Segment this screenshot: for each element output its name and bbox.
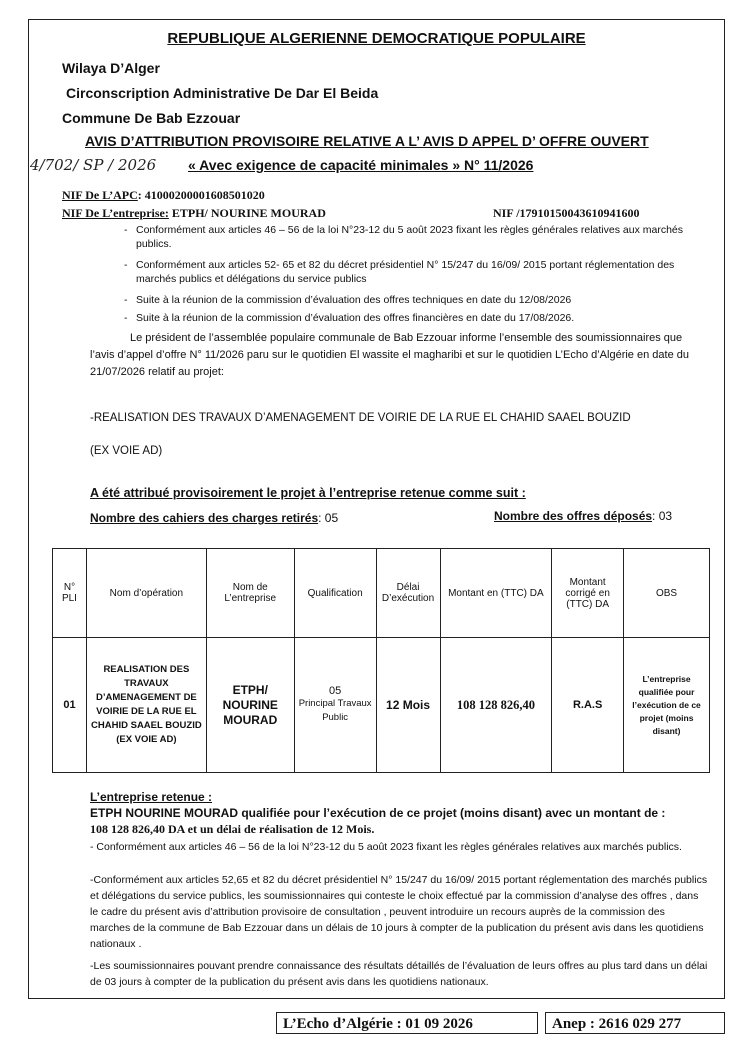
intro-paragraph: Le président de l’assemblée populaire communale de Bab Ezzouar informe l’ensemble des soumissionnaires que l’avis d’appel d’offre N° 11/2026 paru sur le quotidien El wassite el magharibi et sur le quotidien L’Echo d’Algérie en date du 21/07/2026 relatif au projet: xyxy=(90,332,689,378)
retenue-line-2: 108 128 826,40 DA et un délai de réalisation de 12 Mois. xyxy=(90,822,375,836)
retenue-paragraph-2: -Conformément aux articles 52,65 et 82 du décret présidentiel N° 15/247 du 16/09/ 2015 portant réglementation des marchés publics et délégations du service publics, les soumissionnaires qui conteste le choix effectué par la commission d’analyse des offres , dans le cadre du présent avis d’attribution provisoire de consultation , peuvent introduire un recours auprès de la commission des marches de la commune de Bab Ezzouar dans un délais de 10 jours à compter de la publication du présent avis dans les quotidiens nationaux . xyxy=(90,874,708,950)
nif-apc-label: NIF De L’APC xyxy=(62,188,138,202)
table-row xyxy=(53,638,710,773)
bullet-item: - Conformément aux articles 46 – 56 de la loi N°23-12 du 5 août 2023 fixant les règles générales relatives aux marchés publics. xyxy=(136,223,704,251)
project-title-suffix: (EX VOIE AD) xyxy=(90,445,163,457)
cell-qualification xyxy=(294,638,376,773)
cell-pli: 01 xyxy=(53,638,87,773)
cell-montant: 108 128 826,40 xyxy=(440,638,552,773)
nif-entreprise-value: ETPH/ NOURINE MOURAD xyxy=(168,206,326,220)
cell-montant-corrige: R.A.S xyxy=(552,638,624,773)
retenue-paragraph-3: -Les soumissionnaires pouvant prendre connaissance des résultats détaillés de l’évaluation de leurs offres au plus tard dans un délai de 03 jours à compter de la publication du présent avis dans les quotidiens nationaux. xyxy=(90,960,708,988)
bullet-item: - Suite à la réunion de la commission d’évaluation des offres financières en date du 17/08/2026. xyxy=(136,311,704,325)
retenue-paragraph-1: - Conformément aux articles 46 – 56 de la loi N°23-12 du 5 août 2023 fixant les règles générales relatives aux marchés publics. xyxy=(90,841,682,853)
footer-anep-box: Anep : 2616 029 277 xyxy=(545,1012,725,1034)
qualification-number: 05 xyxy=(329,685,342,697)
header-delai: Délai D’exécution xyxy=(376,549,440,638)
nif-entreprise xyxy=(62,206,326,221)
retenue-heading: L’entreprise retenue : xyxy=(90,790,213,804)
bullet-item: - Suite à la réunion de la commission d’évaluation des offres techniques en date du 12/08/2026 xyxy=(136,293,704,307)
retires-value: : 05 xyxy=(318,511,339,525)
header-montant-corrige: Montant corrigé en (TTC) DA xyxy=(552,549,624,638)
commune-line: Commune De Bab Ezzouar xyxy=(62,110,241,126)
table-header-row xyxy=(53,549,710,638)
bullet-item: - Conformément aux articles 52- 65 et 82 du décret présidentiel N° 15/247 du 16/09/ 2015 portant réglementation des marchés publics et délégations du service publics xyxy=(136,258,704,286)
retenue-line-1: ETPH NOURINE MOURAD qualifiée pour l’exécution de ce projet (moins disant) avec un montant de : xyxy=(90,806,666,820)
retires-label: Nombre des cahiers des charges retirés xyxy=(90,511,319,525)
header-operation: Nom d’opération xyxy=(86,549,206,638)
header-pli: N° PLI xyxy=(53,549,87,638)
footer-echo-box: L’Echo d’Algérie : 01 09 2026 xyxy=(276,1012,538,1034)
cell-obs: L’entreprise qualifiée pour l’exécution de ce projet (moins disant) xyxy=(624,638,710,773)
results-table xyxy=(52,548,710,773)
nif-entreprise-label: NIF De L’entreprise: xyxy=(62,206,169,220)
cell-delai: 12 Mois xyxy=(376,638,440,773)
deposes-value: : 03 xyxy=(652,509,673,523)
cell-operation: REALISATION DES TRAVAUX D’AMENAGEMENT DE VOIRIE DE LA RUE EL CHAHID SAAEL BOUZID (EX VOIE AD) xyxy=(86,638,206,773)
nif-apc-value: : 41000200001608501020 xyxy=(137,188,265,202)
circonscription-line: Circonscription Administrative De Dar El Beida xyxy=(66,85,379,101)
header-entreprise: Nom de L’entreprise xyxy=(206,549,294,638)
republic-heading: REPUBLIQUE ALGERIENNE DEMOCRATIQUE POPULAIRE xyxy=(167,30,586,47)
retires-count xyxy=(90,511,338,525)
wilaya-line: Wilaya D’Alger xyxy=(62,60,160,76)
avis-subtitle: « Avec exigence de capacité minimales » N° 11/2026 xyxy=(188,157,534,173)
header-montant: Montant en (TTC) DA xyxy=(440,549,552,638)
cell-entreprise: ETPH/ NOURINE MOURAD xyxy=(206,638,294,773)
deposes-count xyxy=(494,509,672,523)
handwritten-reference: 4/702/ SP / 2026 xyxy=(30,156,157,174)
project-title: -REALISATION DES TRAVAUX D’AMENAGEMENT DE VOIRIE DE LA RUE EL CHAHID SAAEL BOUZID xyxy=(90,412,631,424)
nif-apc xyxy=(62,188,265,203)
avis-title: AVIS D’ATTRIBUTION PROVISOIRE RELATIVE A L’ AVIS D APPEL D’ OFFRE OUVERT xyxy=(85,133,649,149)
nif-entreprise-number: NIF /17910150043610941600 xyxy=(493,206,640,220)
header-obs: OBS xyxy=(624,549,710,638)
deposes-label: Nombre des offres déposés xyxy=(494,509,653,523)
qualification-text: Principal Travaux Public xyxy=(298,698,372,723)
attribution-heading: A été attribué provisoirement le projet à l’entreprise retenue comme suit : xyxy=(90,486,526,500)
header-qualification: Qualification xyxy=(294,549,376,638)
